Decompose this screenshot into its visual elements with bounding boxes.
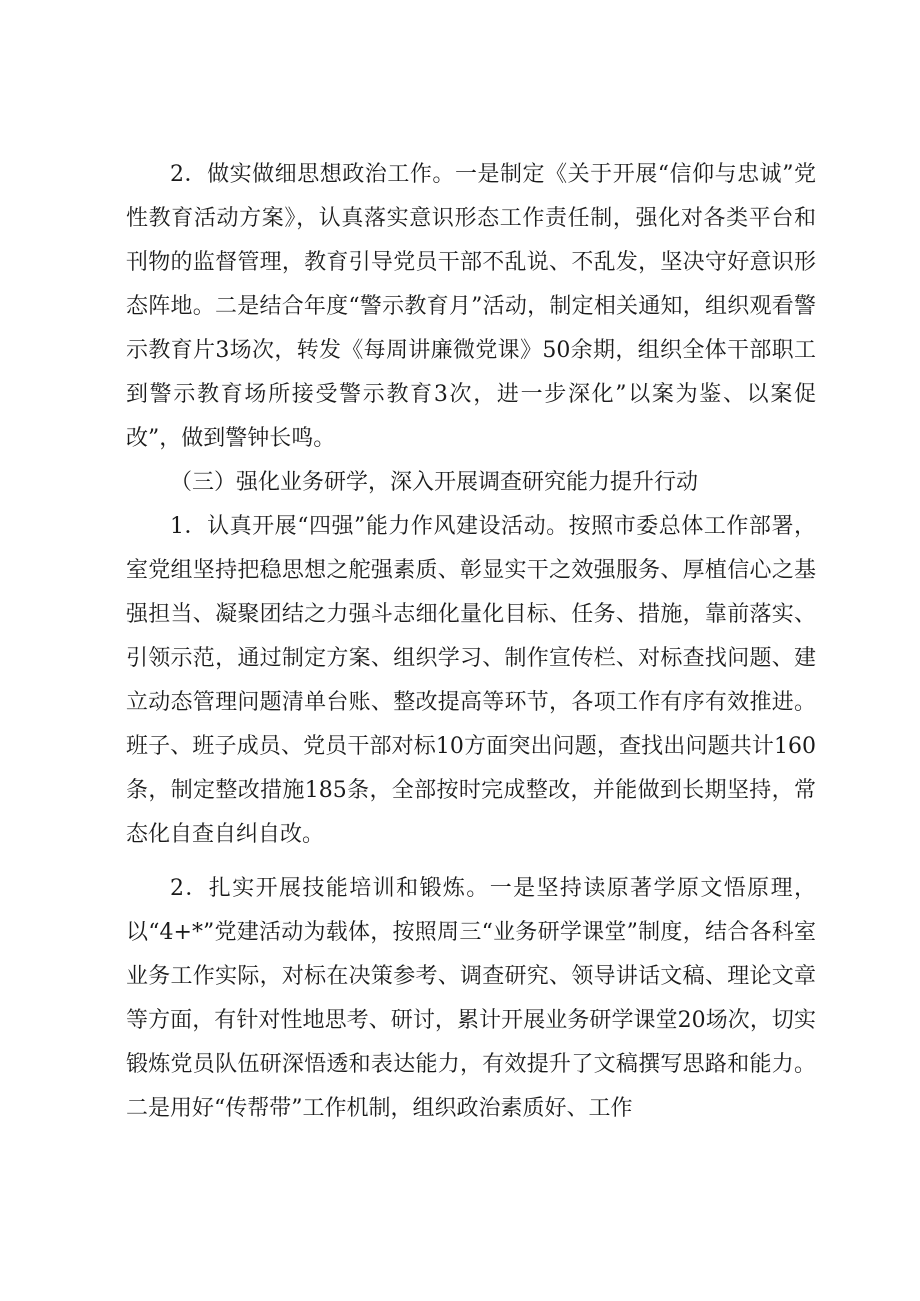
document-body: [126, 153, 816, 1131]
section-heading-3: （三）强化业务研学，深入开展调查研究能力提升行动: [170, 470, 699, 495]
paragraph-skills-training: 2．扎实开展技能培训和锻炼。一是坚持读原著学原文悟原理，以“4+*”党建活动为载体，按照周三“业务研学课堂”制度，结合各科室业务工作实际，对标在决策参考、调查研究、领导讲话文稿、理论文章等方面，有针对性地思考、研讨，累计开展业务研学课堂20场次，切实锻炼党员队伍研深悟透和表达能力，有效提升了文稿撰写思路和能力。二是用好“传帮带”工作机制，组织政治素质好、工作: [126, 876, 816, 1121]
paragraph-four-strong: 1．认真开展“四强”能力作风建设活动。按照市委总体工作部署，室党组坚持把稳思想之舵强素质、彰显实干之效强服务、厚植信心之基强担当、凝聚团结之力强斗志细化量化目标、任务、措施，靠前落实、引领示范，通过制定方案、组织学习、制作宣传栏、对标查找问题、建立动态管理问题清单台账、整改提高等环节，各项工作有序有效推进。班子、班子成员、党员干部对标10方面突出问题，查找出问题共计160条，制定整改措施185条，全部按时完成整改，并能做到长期坚持，常态化自查自纠自改。: [126, 514, 816, 847]
paragraph-ideological-work: 2．做实做细思想政治工作。一是制定《关于开展“信仰与忠诚”党性教育活动方案》，认真落实意识形态工作责任制，强化对各类平台和刊物的监督管理，教育引导党员干部不乱说、不乱发，坚决守好意识形态阵地。二是结合年度“警示教育月”活动，制定相关通知，组织观看警示教育片3场次，转发《每周讲廉微党课》50余期，组织全体干部职工到警示教育场所接受警示教育3次，进一步深化”以案为鉴、以案促改”，做到警钟长鸣。: [126, 162, 816, 451]
